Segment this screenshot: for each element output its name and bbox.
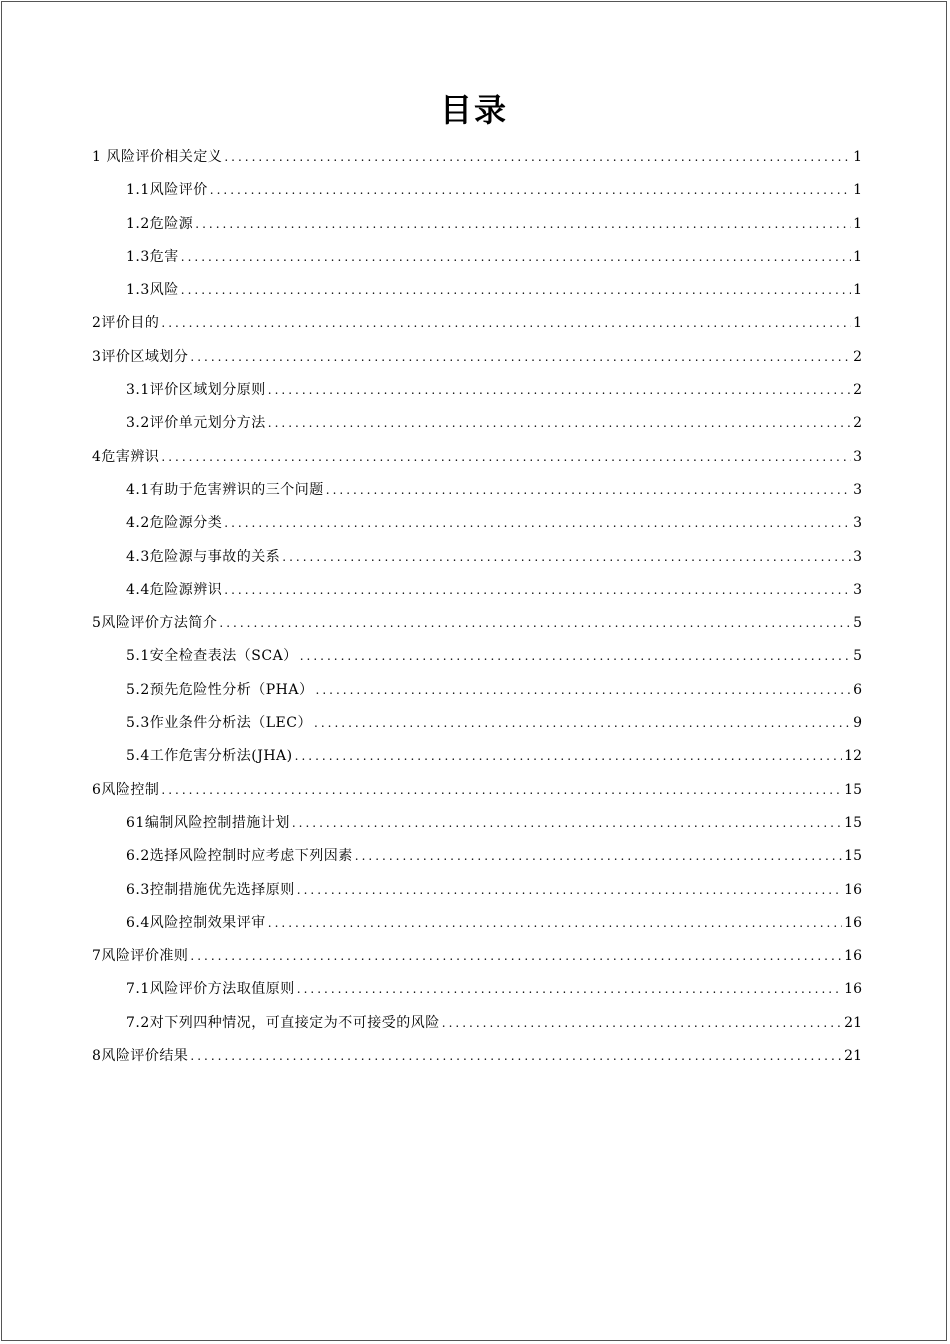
table-of-contents — [92, 144, 862, 1076]
toc-entry-label: 1.3风险 — [126, 282, 179, 299]
toc-dot-leader — [297, 976, 842, 1002]
toc-dot-leader — [181, 277, 851, 303]
toc-dot-leader — [161, 777, 842, 803]
toc-dot-leader — [316, 677, 852, 703]
toc-dot-leader — [224, 144, 851, 170]
toc-entry[interactable] — [92, 877, 862, 910]
toc-dot-leader — [224, 510, 851, 536]
toc-entry[interactable] — [92, 477, 862, 510]
toc-dot-leader — [314, 710, 851, 736]
toc-dot-leader — [326, 477, 851, 503]
toc-entry-page-number: 15 — [844, 781, 862, 798]
toc-entry-label: 4危害辨识 — [92, 448, 160, 465]
toc-entry[interactable] — [92, 677, 862, 710]
toc-entry-page-number: 1 — [853, 248, 862, 265]
toc-entry[interactable] — [92, 743, 862, 776]
toc-entry[interactable] — [92, 177, 862, 210]
toc-entry-page-number: 3 — [853, 515, 862, 532]
toc-entry[interactable] — [92, 777, 862, 810]
toc-entry-page-number: 3 — [853, 481, 862, 498]
toc-entry[interactable] — [92, 810, 862, 843]
toc-entry[interactable] — [92, 843, 862, 876]
toc-entry-page-number: 16 — [844, 914, 862, 931]
toc-entry[interactable] — [92, 544, 862, 577]
toc-entry-label: 4.2危险源分类 — [126, 515, 223, 532]
toc-entry[interactable] — [92, 1010, 862, 1043]
toc-dot-leader — [268, 377, 851, 403]
toc-dot-leader — [355, 843, 842, 869]
toc-dot-leader — [190, 1043, 842, 1069]
toc-dot-leader — [268, 410, 851, 436]
toc-dot-leader — [161, 310, 851, 336]
toc-dot-leader — [181, 244, 851, 270]
toc-entry[interactable] — [92, 610, 862, 643]
toc-entry[interactable] — [92, 344, 862, 377]
toc-entry-label: 4.1有助于危害辨识的三个问题 — [126, 481, 324, 498]
toc-entry-label: 3.1评价区域划分原则 — [126, 382, 266, 399]
toc-entry[interactable] — [92, 410, 862, 443]
toc-entry[interactable] — [92, 643, 862, 676]
toc-entry-page-number: 5 — [853, 648, 862, 665]
toc-entry[interactable] — [92, 943, 862, 976]
toc-entry[interactable] — [92, 444, 862, 477]
toc-entry-label: 1 风险评价相关定义 — [92, 149, 223, 165]
toc-title: 目录 — [439, 91, 508, 129]
toc-entry-label: 6.2选择风险控制时应考虑下列因素 — [126, 848, 353, 865]
toc-entry-page-number: 16 — [844, 948, 862, 965]
toc-entry-page-number: 12 — [844, 748, 862, 765]
toc-entry-page-number: 2 — [853, 348, 862, 365]
toc-entry[interactable] — [92, 510, 862, 543]
toc-entry-page-number: 3 — [853, 448, 862, 465]
toc-entry-label: 7.1风险评价方法取值原则 — [126, 981, 295, 998]
toc-dot-leader — [282, 544, 851, 570]
toc-entry-label: 5.3作业条件分析法（LEC） — [126, 715, 312, 732]
toc-entry-label: 1.1风险评价 — [126, 182, 208, 199]
toc-entry-label: 8风险评价结果 — [92, 1048, 189, 1065]
toc-entry[interactable] — [92, 910, 862, 943]
toc-entry-page-number: 2 — [853, 382, 862, 399]
toc-entry-label: 1.2危险源 — [126, 215, 194, 232]
toc-dot-leader — [195, 211, 851, 237]
toc-entry-page-number: 3 — [853, 581, 862, 598]
toc-entry-page-number: 5 — [853, 615, 862, 632]
toc-dot-leader — [295, 743, 843, 769]
toc-entry-page-number: 1 — [853, 215, 862, 232]
toc-dot-leader — [190, 943, 842, 969]
toc-entry-page-number: 9 — [853, 715, 862, 732]
toc-dot-leader — [297, 877, 842, 903]
toc-entry[interactable] — [92, 244, 862, 277]
toc-entry-label: 4.4危险源辨识 — [126, 581, 223, 598]
toc-entry-label: 1.3危害 — [126, 248, 179, 265]
toc-entry-label: 6.3控制措施优先选择原则 — [126, 881, 295, 898]
toc-dot-leader — [190, 344, 851, 370]
toc-entry[interactable] — [92, 310, 862, 343]
toc-entry-label: 2评价目的 — [92, 315, 160, 332]
toc-entry-label: 6.4风险控制效果评审 — [126, 914, 266, 931]
toc-entry-label: 3.2评价单元划分方法 — [126, 415, 266, 432]
toc-dot-leader — [161, 444, 851, 470]
toc-entry-page-number: 15 — [844, 814, 862, 831]
toc-entry-page-number: 6 — [853, 681, 862, 698]
toc-entry-page-number: 21 — [844, 1048, 862, 1065]
toc-entry-label: 7风险评价准则 — [92, 948, 189, 965]
toc-entry-label: 5.2预先危险性分析（PHA） — [126, 681, 314, 698]
toc-dot-leader — [219, 610, 851, 636]
toc-entry[interactable] — [92, 976, 862, 1009]
toc-entry[interactable] — [92, 577, 862, 610]
toc-entry-page-number: 21 — [844, 1014, 862, 1031]
toc-dot-leader — [292, 810, 842, 836]
toc-entry-page-number: 16 — [844, 881, 862, 898]
toc-entry[interactable] — [92, 1043, 862, 1076]
toc-entry-label: 5.1安全检查表法（SCA） — [126, 648, 298, 665]
toc-entry-page-number: 1 — [853, 282, 862, 299]
toc-entry-page-number: 16 — [844, 981, 862, 998]
toc-entry[interactable] — [92, 277, 862, 310]
toc-entry-label: 5.4工作危害分析法(JHA) — [126, 748, 293, 765]
toc-entry-page-number: 15 — [844, 848, 862, 865]
toc-dot-leader — [224, 577, 851, 603]
toc-entry-page-number: 1 — [853, 149, 862, 165]
toc-entry-label: 4.3危险源与事故的关系 — [126, 548, 281, 565]
toc-dot-leader — [210, 177, 851, 203]
toc-entry[interactable] — [92, 710, 862, 743]
toc-entry[interactable] — [92, 377, 862, 410]
toc-dot-leader — [442, 1010, 842, 1036]
toc-entry-label: 5风险评价方法简介 — [92, 615, 218, 632]
toc-dot-leader — [268, 910, 842, 936]
toc-entry-page-number: 1 — [853, 315, 862, 332]
toc-entry-label: 6风险控制 — [92, 781, 160, 798]
toc-entry-page-number: 3 — [853, 548, 862, 565]
toc-entry[interactable] — [92, 144, 862, 177]
toc-entry-page-number: 1 — [853, 182, 862, 199]
toc-entry-label: 61编制风险控制措施计划 — [126, 814, 290, 831]
document-page — [1, 1, 947, 1341]
toc-entry-label: 7.2对下列四种情况，可直接定为不可接受的风险 — [126, 1014, 440, 1031]
toc-entry-label: 3评价区域划分 — [92, 348, 189, 365]
toc-entry[interactable] — [92, 211, 862, 244]
toc-entry-page-number: 2 — [853, 415, 862, 432]
toc-dot-leader — [300, 643, 851, 669]
